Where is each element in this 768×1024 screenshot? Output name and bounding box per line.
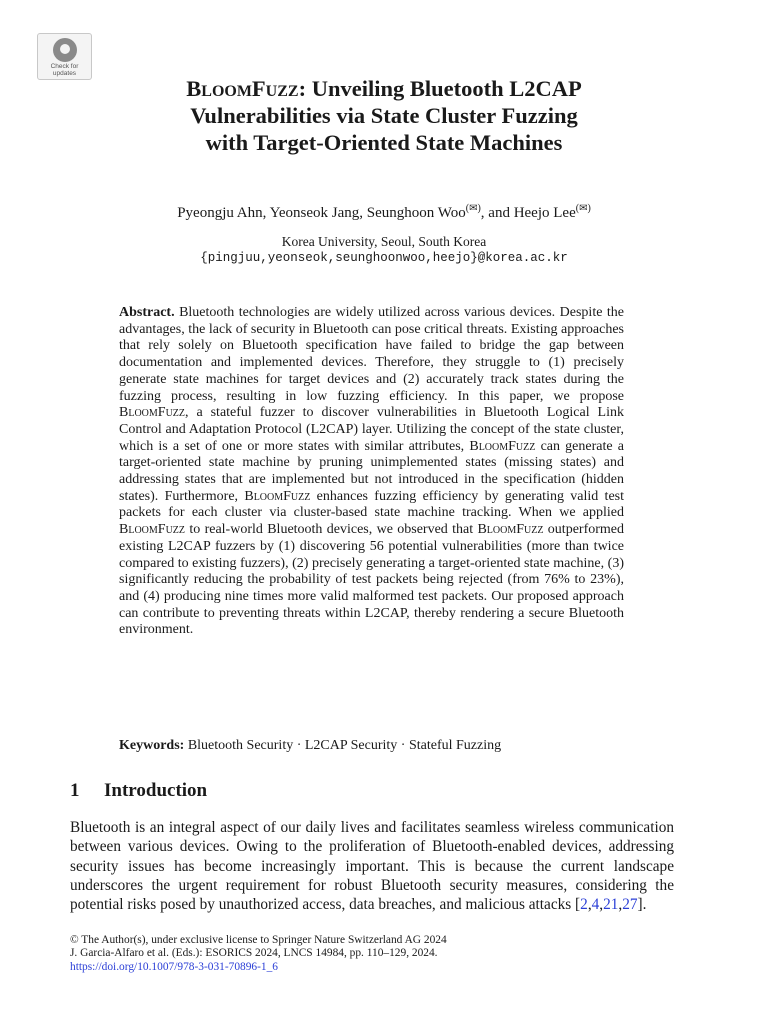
- title-line3: with Target-Oriented State Machines: [205, 130, 563, 155]
- abstract: [119, 305, 624, 639]
- badge-line2: updates: [52, 70, 77, 77]
- envelope-icon: (✉): [575, 203, 591, 214]
- intro-end: ].: [637, 896, 647, 914]
- title-line2: Vulnerabilities via State Cluster Fuzzing: [190, 103, 578, 128]
- intro-paragraph: Bluetooth is an integral aspect of our daily lives and facilitates seamless wireless communication between various devices. Owing to the proliferation of Bluetooth-enabled devices, addressing security issues has become increasingly important. This is because the current landscape underscores the urgent requirement for robust Bluetooth security measures, considering the potential risks posed by unauthorized access, data breaches, and malicious attacks [2,4,21,27].: [70, 819, 674, 914]
- section-heading: [70, 779, 207, 803]
- affiliation: [60, 233, 708, 267]
- title-line1-rest: : Unveiling Bluetooth L2CAP: [298, 76, 582, 101]
- affiliation-institution: Korea University, Seoul, South Korea: [281, 234, 487, 249]
- check-updates-icon: [53, 38, 77, 62]
- abstract-text: can generate a target-oriented state machine by pruning unimplemented states (missing states) and addressing states that are implemented but not introduced in the specification (hidden states). Furthermore,: [119, 438, 624, 504]
- abstract-text: enhances fuzzing efficiency by generating valid test packets for each cluster via cluster-based state machine tracking. When we applied: [119, 488, 624, 521]
- badge-line1: Check for: [50, 63, 79, 70]
- abstract-text: outperformed existing L2CAP fuzzers by (1) discovering 56 potential vulnerabilities (more than twice compared to existing fuzzers), (2) precisely generating a target-oriented state machine, (3) significantly reducing the probability of test packets being rejected (from 76% to 23%), and (4) producing nine times more valid malformed test packets. Our proposed approach can contribute to preventing threats within L2CAP, thereby rendering a secure Bluetooth environment.: [119, 522, 624, 638]
- title-tool-name: BloomFuzz: [186, 76, 299, 101]
- section-number: 1: [70, 780, 80, 801]
- abstract-text: Bluetooth technologies are widely utilized across various devices. Despite the advantages, the lack of security in Bluetooth can pose critical threats. Existing approaches that rely solely on Bluetooth specification have failed to bridge the gap between documentation and implemented devices. Therefore, they struggle to (1) precisely generate state machines for target devices and (2) accurately track states during the fuzzing process, resulting in low fuzzing efficiency. In this paper, we propose: [119, 305, 624, 404]
- keywords: [119, 737, 639, 754]
- copyright-footer: [70, 934, 690, 974]
- tool-name: BloomFuzz: [477, 522, 544, 538]
- tool-name: BloomFuzz: [469, 438, 536, 454]
- authors-main: Pyeongju Ahn, Yeonseok Jang, Seunghoon Woo: [177, 205, 466, 221]
- title-line1: [80, 75, 688, 102]
- footer-citation: J. Garcia-Alfaro et al. (Eds.): ESORICS 2024, LNCS 14984, pp. 110–129, 2024.: [70, 947, 438, 960]
- authors-last: , and Heejo Lee: [480, 205, 576, 221]
- check-for-updates-badge[interactable]: [37, 33, 92, 80]
- citation-link[interactable]: 27: [622, 896, 638, 914]
- envelope-icon: (✉): [465, 203, 481, 214]
- author-list: [60, 200, 708, 222]
- intro-text: Bluetooth is an integral aspect of our daily lives and facilitates seamless wireless communication between various devices. Owing to the proliferation of Bluetooth-enabled devices, addressing security issues has become increasingly important. This is because the current landscape underscores the urgent requirement for robust Bluetooth security measures, considering the potential risks posed by unauthorized access, data breaches, and malicious attacks [: [70, 819, 674, 914]
- citation-link[interactable]: 21: [603, 896, 619, 914]
- affiliation-emails: {pingjuu,yeonseok,seunghoonwoo,heejo}@korea.ac.kr: [200, 251, 568, 265]
- keywords-text: Bluetooth Security · L2CAP Security · Stateful Fuzzing: [184, 738, 502, 753]
- footer-copyright: © The Author(s), under exclusive license to Springer Nature Switzerland AG 2024: [70, 934, 447, 946]
- section-title: Introduction: [104, 780, 208, 801]
- paper-title: [80, 75, 688, 156]
- abstract-label: Abstract.: [119, 305, 175, 320]
- citation-link[interactable]: 4: [591, 896, 600, 914]
- tool-name: BloomFuzz: [244, 488, 311, 504]
- abstract-text: , a stateful fuzzer to discover vulnerabilities in Bluetooth Logical Link Control and Adaptation Protocol (L2CAP) layer. Utilizing the concept of the state cluster, which is a set of one or more states with similar attributes,: [119, 405, 624, 454]
- tool-name: BloomFuzz: [119, 405, 186, 421]
- keywords-label: Keywords:: [119, 738, 185, 753]
- citation-link[interactable]: 2: [580, 896, 588, 914]
- abstract-text: to real-world Bluetooth devices, we observed that: [185, 522, 478, 538]
- doi-link[interactable]: https://doi.org/10.1007/978-3-031-70896-1_6: [70, 960, 278, 973]
- tool-name: BloomFuzz: [119, 522, 186, 538]
